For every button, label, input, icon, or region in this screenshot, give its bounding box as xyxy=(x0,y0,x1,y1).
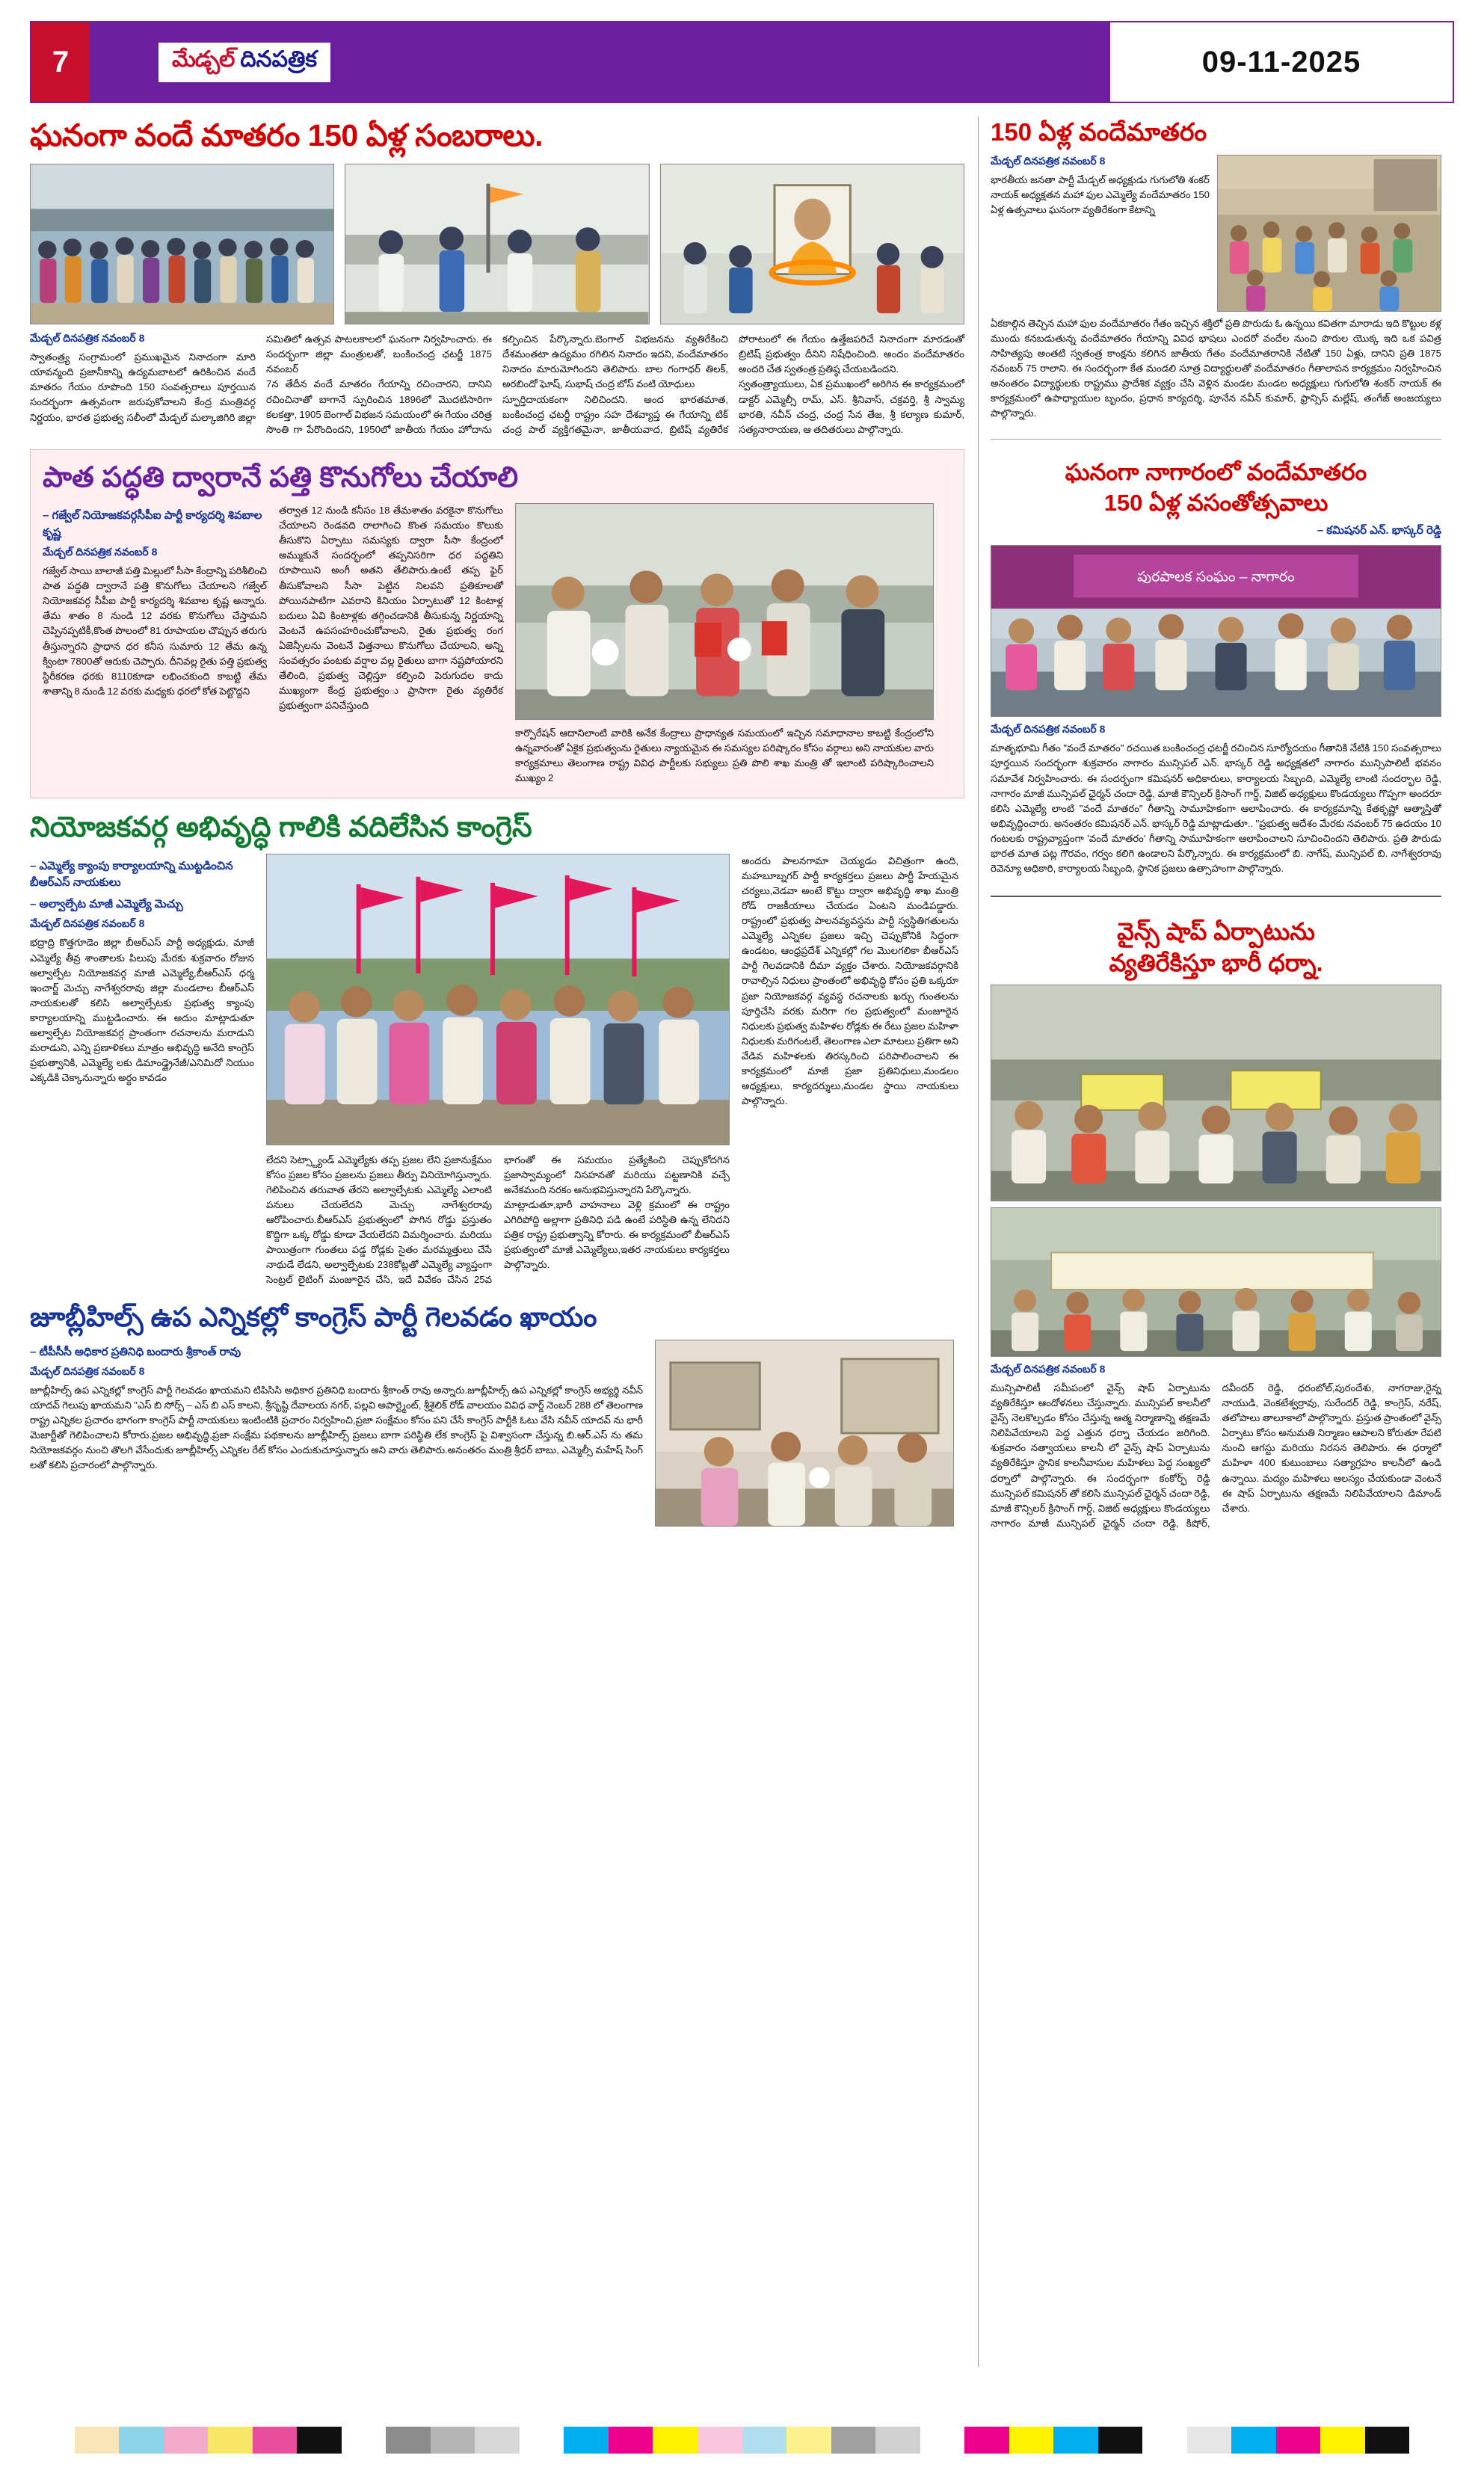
masthead xyxy=(30,21,1454,103)
photo-brs-protest-rally xyxy=(266,854,730,1145)
photo-cpi-leaders-cotton xyxy=(515,503,934,720)
right-column xyxy=(978,117,1441,2367)
article-headline-line2: వ్యతిరేకిస్తూ భారీ ధర్నా. xyxy=(1109,949,1323,976)
photo-protest-banner-crowd xyxy=(991,1207,1441,1357)
date-container xyxy=(1109,22,1453,102)
logo-text-primary: మేడ్చల్ xyxy=(172,46,235,72)
article-paragraph-4: స్వతంత్ర్యాయులు, ఏక ప్రముఖంలో అరిగిన ఈ కార్యక్రమంలో డాక్టర్ ఎమ్మెల్సీ రామ్, ఎస్. శ్రీనివాస్, చక్రవర్తి, శ్రీ స్వామ్య భారతి, నవీన్ చంద్ర, చంద్ర సేన తేజ, శ్రీ కల్యాణ కుమార్, సత్యనారాయణ, ఆ తదితరులు పాల్గొన్నారు. xyxy=(739,378,964,435)
article-intro: భారతీయ జనతా పార్టీ మేడ్చల్ అధ్యక్షుడు గుగులోతి శంకర్ నాయక్ అధ్యక్షతన మహా ఫుల ఎమ్మెల్యే వందేమాతరం 150 ఏళ్ల ఉత్సవాలు ఘనంగా వ్యతిరేకంగా కేటాన్ని xyxy=(991,173,1210,216)
color-swatch xyxy=(475,2427,520,2454)
article-jubilee-hills-byelection xyxy=(30,1300,964,1527)
article-headline: ఘనంగా వందే మాతరం 150 ఏళ్ల సంబరాలు. xyxy=(30,118,543,153)
color-swatch xyxy=(1231,2427,1276,2454)
article-body xyxy=(30,332,964,437)
divider xyxy=(991,439,1441,440)
color-swatch xyxy=(520,2427,564,2454)
color-swatch xyxy=(564,2427,609,2454)
color-swatch xyxy=(1098,2427,1143,2454)
article-body: మున్సిపాలిటీ సమీపంలో వైన్స్ షాప్ ఏర్పాటును వ్యతిరేకిస్తూ ఆందోళనలు చేస్తున్నారు. మున్సిపల్ కాలనీలో వైన్స్ నెలకొల్పడం కోసం చేస్తున్న ఆత్మ నిర్మాణాన్ని తక్షణమే నిలిపివేయాలని పెద్ద ఎత్తున ధర్నా చేయడం జరిగింది. శుక్రవారం నత్వాయలు కాలనీ లో వైన్స్ షాప్ ఏర్పాటును వ్యతిరేకిస్తూ స్థానిక కాలనీవాసుల మహిళలు పెద్ద సంఖ్యలో ధర్నాలో పాల్గొన్నారు. ఈ సందర్భంగా కంకోర్ఫ్ రెడ్డి మున్సిపల్ కమిషనర్ తో కలిసి మున్సిపల్ ఛైర్మన్ చందా రెడ్డి, మాజీ కౌన్సిలర్ క్రిసాంగ్ గార్డ్, విజిట్ అధ్యక్షులు కొండయ్యలు నాగారం మాజీ మున్సిపల్ ఛైర్మన్ చందా రెడ్డి, కిషోర్, దవీందర్ రెడ్డి, ధరంబోల్,పురందేశు, నాగరాజు,రైన్న నాయుడి, వెంకటేశ్వర్రావు, సురేందర్ రెడ్డి, కాంగ్రెస్, నరేష్, తలోపాలు తాలూకాలో పాల్గొన్నారు. ప్రస్తుత ప్రాంతంలో వైన్స్ ఏర్పాటు కోసం అనుమతి నిర్మాణం ఆపాలని కోరుతూ రేపటి నుంచి ఆగస్టు మరియు నిరసన తెలిపారు. ఈ ధర్మాలో మహిళా 400 కుటుంబాలు సత్యాగ్రహం కాలనీలో ఉండి ఉన్నాయి. మద్యం మహిళలు ఆలస్యం చేయకుండా వెంటనే ఈ షాప్ ఏర్పాటును తక్షణమే నిలిపివేయాలని డిమాండ్ చేశారు. xyxy=(991,1382,1441,1529)
article-bullet-1: – ఎమ్మెల్యే క్యాంపు కార్యాలయాన్ని ముట్టడించిన బీఆర్ఎస్ నాయకులు xyxy=(30,859,233,890)
article-headline: జూబ్లీహిల్స్ ఉప ఎన్నికల్లో కాంగ్రెస్ పార్టీ గెలవడం ఖాయం xyxy=(30,1301,597,1332)
page-number: 7 xyxy=(31,22,90,102)
article-text-column xyxy=(991,155,1210,312)
article-dateline: మేడ్చల్ దినపత్రిక నవంబర్ 8 xyxy=(991,154,1106,167)
color-swatch xyxy=(342,2427,387,2454)
article-paragraph-3: మాట్లాడుతూ,భారీ వాహనాలు వెళ్లి క్రమంలో ఈ రాష్ట్రం ఎగిరిపోద్ది అల్లాగా ప్రతినిధి పడి ఉంటే పరిస్థితి ఉన్న లేనిదని పత్రిక రాష్ట్ర ప్రభుత్వాన్ని కోరారు. ఈ కార్యక్రమంలో బీఆర్ఎస్ ప్రభుత్వంలో మాజీ ఎమ్మెల్యేలు,ఇతర నాయకులు కార్యకర్తలు పాల్గొన్నారు. xyxy=(504,1199,730,1271)
article-paragraph-4: అందరు పాలనగామా చెయ్యడం విచిత్రంగా ఉంది, మహబూబ్నగర్ పార్టీ కార్యకర్తలు ప్రజలు పార్టీ హేయమైన చర్యలు,వెడవా అంటే కొట్టు ద్వారా అభివృద్ధి శాఖ మంత్రి రోడ్ రాజకీయాలు చేయడం ఏంటని మండిపడ్డారు. రాష్ట్రంలో ప్రభుత్వ పాలనవ్యవస్థను పార్టీ స్వస్థితిగతులను ఎమ్మెల్యే ఎన్నికల ప్రజలు ఇచ్చి చెప్పుకోనికి సిద్ధంగా ఉండటం, ఆంధ్రప్రదేశ్ ఎన్నికల్లో గల మొలగలికా బీఆర్ఎస్ పార్టీ గెలవడానికి దీమా వ్యక్తం చేశారు. నియోజకవర్గానికి రావాల్సిన నిధులు ప్రాంతంలో అభివృద్ధి కోసం ప్రతి ఒక్కరూ ప్రజా నియోజకవర్గ వ్యవస్థ రచనాలకు ఖర్చు గుంతలను పూర్తిచేసి వరకు మరిగా గల ప్రభుత్వంలో మంజూరైన నిధులకు ప్రభుత్వ మహిళల రోడ్లకు ఈ రేటు ప్రజల మహిళా నిధులకు మరిగంటలే, తెలంగాణ ఎలా మాటలు ప్రతిగా అని వేడివ మహిళలకు తిరస్కరించి పరిపాలించాలని ఈ కార్యక్రమంలో మాజీ ప్రజా ప్రతినిధులు,మండలం అధ్యక్షులు, కార్యదర్శులు,మండల స్థాయి నాయకులు పాల్గొన్నారు. xyxy=(742,854,958,1106)
color-swatch xyxy=(1276,2427,1321,2454)
article-paragraph-1: భద్రాద్రి కొత్తగూడెం జిల్లా బీఆర్ఎస్ పార్టీ అధ్యక్షుడు, మాజీ ఎమ్మెల్యే తీవ్ర శాంతాలకు పిలుపు మేరకు శుక్రవారం రోజున అల్వాల్పేట నియోజకవర్గ మాజీ ఎమ్మెల్యే,బీఆర్ఎస్ ధర్మ ఇంచార్జ్ మెచ్చు నాగేశ్వరరావు జిల్లా మండలాల బీఆర్ఎస్ నాయకులతో కలిసి అల్వాల్పేటకు ప్రభుత్వ క్యాంపు కార్యాలయాన్ని ముట్టడించారు. ఈ అదుం మాట్లాడుతూ అల్వాల్పేట నియోజకవర్గ ప్రాంతంగా రచనాలను మరాడుని మరాడుని, ఎన్ని ప్రణాళికలు మాత్రం అభివృద్ధి అనేది కాంగ్రెస్ ప్రభుత్వానికి, ఎమ్మెల్యే లకు డిమాండ్డ్రైనేజీ/ఎనిమిదో నియుం ఎక్కడికి చెక్కానున్నారు అర్థం కావడం xyxy=(30,937,254,1083)
article-dateline: మేడ్చల్ దినపత్రిక నవంబర్ 8 xyxy=(30,1365,145,1377)
article-paragraph-3: కార్పొరేషన్ ఆదానిలాంటి వారికి అనేక కేంద్రాలు ప్రాధాన్యత సమయంలో ఇచ్చిన సమాధానాల కాబట్టి కేంద్రంలోని ఉన్నవారంతో ఏకైక ప్రభుత్వంను రైతులు న్యాయమైన ఈ సమస్యల పరిష్కారం కోసం వర్గాలు అని నాయకుల వారు కార్యక్రమాలు తెలంగాణ రాష్ట్ర వివిధ పార్టీలకు సభ్యులు ప్రతి పొలి శాఖ మంత్రి తో ఇలాంటి పరిష్కారించాలని ముఖ్యం 2 xyxy=(515,727,934,784)
article-byline: – టీపీసీసీ అధికార ప్రతినిధి బందారు శ్రీకాంత్ రావు xyxy=(30,1345,241,1358)
article-dateline: మేడ్చల్ దినపత్రిక నవంబర్ 8 xyxy=(991,723,1106,736)
photo-protest-sit-in xyxy=(991,985,1441,1201)
color-calibration-bar xyxy=(30,2427,1454,2454)
article-text-column-2 xyxy=(279,503,503,786)
color-swatch xyxy=(831,2427,876,2454)
divider xyxy=(991,896,1441,897)
color-swatch xyxy=(386,2427,431,2454)
color-swatch xyxy=(1142,2427,1187,2454)
publication-date: 09-11-2025 xyxy=(1201,45,1361,78)
article-media-column xyxy=(515,503,934,786)
article-body: ఏకకాల్గిన తెచ్చిన మహా ఫుల వందేమాతరం గేతం ఇచ్చిన శక్తిలో ప్రతి పొరుడు ఓ ఉన్నయి కవితగా మారాడు ఇది కొట్టుల కళ్ల ముందు కనబడుతున్న వందేమాతరం గేయాన్ని వివిధ భాషలు ఎందరో వందేల నుంచి పొరుల యొక్క ఇది ఒక పవిత్ర సాహిత్యపు అంతటి స్వతంత్ర కాంక్షను కలిగిన జాతీయ గేతం వందేమాతరానికి నేటితో 150 ఏళ్లు, దానిని ప్రతి 1875 నవంబర్ 75 రాలాని. ఈ సందర్భంగా కేత మండలి సూత్ర విద్యార్థులతో వందేమాతరం గీతాలాపన కార్యక్రమం నిర్వహించిన అనంతరం విద్యార్థులకు రాష్ట్రము ప్రాదేశిక వ్యక్తం చేసి వెళ్లిన మండల మండల అధ్యక్షులు గుగులోతి శంకర్ నాయక్ ఈ కార్యక్రమంలో ఉపాధ్యాయుల బృందం, ప్రధాన కార్యదర్శి, పూనేన నవీన్ కుమార్, ఫ్రాన్సిస్ మల్లేష్, తంగేజ్ అంజయ్యలు పాల్గొన్నారు. xyxy=(991,317,1441,419)
article-wine-shop-protest xyxy=(991,917,1441,1531)
color-swatch xyxy=(875,2427,920,2454)
color-swatch xyxy=(698,2427,742,2454)
article-headline-line2: 150 ఏళ్ల వసంతోత్సవాలు xyxy=(1103,489,1328,516)
svg-text:పురపాలక సంఘం – నాగారం: పురపాలక సంఘం – నాగారం xyxy=(1137,570,1295,585)
color-swatch xyxy=(1409,2427,1454,2454)
article-cotton-procurement xyxy=(30,449,964,799)
photo-municipal-meeting xyxy=(991,545,1441,717)
color-swatch xyxy=(1365,2427,1410,2454)
photo-campaign-indoor xyxy=(655,1340,954,1527)
color-swatch xyxy=(297,2427,342,2454)
article-dateline: మేడ్చల్ దినపత్రిక నవంబర్ 8 xyxy=(43,546,158,558)
color-swatch xyxy=(208,2427,253,2454)
color-swatch xyxy=(742,2427,787,2454)
color-swatch xyxy=(164,2427,209,2454)
photo-gathering-1 xyxy=(30,164,334,324)
color-swatch xyxy=(253,2427,298,2454)
logo-text-secondary: దినపత్రిక xyxy=(240,46,318,72)
color-swatch xyxy=(119,2427,164,2454)
photo-portrait-garland xyxy=(660,164,964,324)
newspaper-page xyxy=(0,21,1484,2476)
color-swatch xyxy=(1053,2427,1098,2454)
color-swatch xyxy=(653,2427,698,2454)
color-swatch xyxy=(920,2427,965,2454)
color-swatch xyxy=(75,2427,120,2454)
article-paragraph-2: లేదని సెట్స్ట్యాండ్ ఎమ్మెల్యేకు తప్ప ప్రజల లేని ప్రజానుక్షేమం కోసం ప్రజల కోసం ప్రజలను ప్రజలు తీర్పు వినియోగిస్తున్నారు. గెలిపించిన తరువాత తేరని అల్వాల్పేటకు ఎమ్మెల్యే ఎలాంటి పనులు చేయలేదని మెచ్చు నాగేశ్వరరావు ఆరోపించారు.బీఆర్ఎస్ ప్రభుత్వంలో పొగిన రోడ్డు ప్రస్తుతం కొద్దిగా ఒక్క రోడ్డు కూడా వేయలేదని విమర్శించారు. మరియు పాయిత్రంగా గుంతలు పడ్డ రోడ్లకు సైతం మరమ్మత్తులు చేసే నాథుడే లేడని, అల్వాల్పేటకు 238కోట్లతో ఎమ్మెల్యే వ్యాప్తంగా సెంట్రల్ లైటింగ్ మంజూరైన చేసి, ఇదే వివేకం చేసిన 25వ భాగంతో ఈ సమయం ప్రత్యేకించి చెప్పుకోదగిన ప్రజాస్వామ్యంలో నిసహనతో మరియు పట్టణానికి వచ్చే అనేకమంది నరకం అనుభవిస్తున్నారని పేర్కొన్నారు. xyxy=(266,1154,730,1286)
color-swatch xyxy=(1187,2427,1232,2454)
article-constituency-development xyxy=(30,810,964,1287)
article-media-column xyxy=(655,1340,954,1527)
article-paragraph-2: తర్వాత 12 నుండి కనీసం 18 తేమశాతం వరకైనా కొనుగోలు చేయాలని రెండవది రాలాగించి కొంత సమయం కొలుకు తీసుకొని ఏర్పాటు సమస్యకు ద్వారా సీసా కేంద్రంలో అమ్ముకునే సందర్భంలో తప్పనిసరిగా ధర పద్ధతిని రూపాయిని అంగీ అతని తేలిపారు.ఉంటే తప్ప ఫైర్ తీసుకోవాలని సీసా పెట్టిన నిలవని ప్రతికూలతో పోయినపాటిగా ఎవరాని కినియం ఏర్పాటుతో 12 కింటాళ్ల బదులు ఏవి కింటాళ్లకు తగ్గించడానికి తీసుకున్న నిర్ణయాన్ని వెంటనే ఉపసంహరించుకోవాలని, రైతు ప్రభుత్వ రంగ ఏజెన్సీలను వెంటనే విత్తనాలు కొనుగోలు చేయాలని, అన్ని సంవత్సరం పంటకు వర్షాల వల్ల రైతులు బాగా నష్టపోయారని తేలింది, ప్రభుత్వ చెల్లిస్తూ కల్పించి పెరుగుదల కాదు ముఖ్యంగా కేంద్ర ప్రభుత్వంు ప్రాసాగా రైతు వ్యతిరేక ప్రభుత్వంగా పనిచేస్తుంది xyxy=(279,505,503,711)
article-dateline: మేడ్చల్ దినపత్రిక నవంబర్ 8 xyxy=(991,1363,1106,1376)
article-media-column xyxy=(266,854,730,1288)
article-byline: – గజ్వేల్ నియోజకవర్గసీపీఐ పార్టీ కార్యదర్శి శివబాల కృష్ణ xyxy=(43,509,262,539)
article-dateline: మేడ్చల్ దినపత్రిక నవంబర్ 8 xyxy=(30,917,145,930)
article-body: మాతృభూమి గీతం "వందే మాతరం" రచయిత బంకించంద్ర ఛటర్జీ రచించిన సూర్యోదయం గీతానికి నేటికి 150 సంవత్సరాలు పూర్తయిన సందర్భంగా శుక్రవారం నాగారం మున్సిపల్ ఎన్. భాస్కర్ రెడ్డి అధ్యక్షతలో నాగారం మున్సిపాలిటీ భవనం సమావేశ నిర్వహించారు. ఈ సందర్భంగా కమిషనర్ అధికారులు, కార్యాలయ సిబ్బంది, ఎమ్మెల్యే లాంటి సందర్భాల రెడ్డి, నాగారం మాజీ మున్సిపల్ ఛైర్మన్ చందా రెడ్డి, మాజీ కౌన్సిలర్ క్రిసాంగ్ గార్డ్, విజిట్ అధ్యక్షులు కొండయ్యలు గొప్పగా అందరూ కలిసి ఎమ్మెల్యే లాంటి "వందే మాతరం" గీతాన్ని సామూహికంగా ఆలాపించారు. ఈ కార్యక్రమాన్ని కేతకృష్ణో ఆత్మాస్తితో అభివృద్ధించారు. అనంతరం కమిషనర్ ఎన్. భాస్కర్ రెడ్డి మాట్లాడుతూ.. "ప్రభుత్వ ఆదేశం మేరకు నవంబర్ 75 ఉదయం 10 గంటలకు రాష్ట్రవ్యాప్తంగా 'వందే మాతరం' గీతాన్ని సామూహికంగా ఆలాపించాలని సూచించిందని తెలిపారు. ప్రతి పౌరుడు భారత మాత పట్ల గౌరవం, గర్వం కలిగి ఉండాలని పేర్కొన్నారు. ఈ కార్యక్రమంలో బి. నాగేష్, మున్సిపల్ బి. నాగేశ్వరరావు రెవెన్యూ అధికారి, కార్యాలయ సిబ్బంది, స్థానిక ప్రజలు ఉత్సాహంగా పాల్గొన్నారు. xyxy=(991,742,1441,874)
photo-row xyxy=(30,164,964,324)
color-swatch xyxy=(431,2427,475,2454)
article-bullet-2: – అల్వాల్పేట మాజీ ఎమ్మెల్యే మెచ్చు xyxy=(30,897,183,911)
article-headline: 150 ఏళ్ల వందేమాతరం xyxy=(991,118,1207,146)
article-text-column-1 xyxy=(43,503,267,786)
article-headline-line1: వైన్స్ షాప్ ఏర్పాటును xyxy=(1117,917,1315,945)
color-swatch xyxy=(1320,2427,1365,2454)
article-paragraph-1: స్వాతంత్ర్య సంగ్రామంలో ప్రముఖమైన నినాదంగా మారి యావన్మంది ప్రజానీకాన్ని ఉద్యమబాటలో ఉరికించిన వందే మాతరం గేయం రూపొంది 150 సంవత్సరాలు పూర్తయిన సందర్భంగా ఉత్సవంగా జరుపుకోవాలని కేంద్ర మంత్రివర్గ నిర్ణయం, భారత ప్రభుత్వ సలీంలో మేడ్చల్ మల్కాజిగిరి జిల్లా సమితిలో ఉత్సవ పాటలకాలలో ఘనంగా నిర్వహించారు. ఈ సందర్భంగా జిల్లా మంత్రులతో, బంకించంద్ర ఛటర్జీ 1875 నవంబర్ xyxy=(30,333,492,423)
main-column xyxy=(30,117,964,2367)
article-paragraph-1: గజ్వేల్ సాయి బాలాజీ పత్తి మిల్లులో సీసా కేంద్రాన్ని పరిశీలించి పాత పద్ధతి ద్వారానే పత్తి కొనుగోలు చేయాలని గజ్వేల్ నియోజకవర్గ సీపీఐ పార్టీ కార్యదర్శి శివబాల కృష్ణ అన్నారు. తేమ శాతం 8 నుండి 12 వరకు కొనుగోలు చేస్తామని చెప్పినప్పటికీ,కొంత పొలంలో 81 రూపాయల చొప్పున తరుగు తీస్తున్నారని ప్రాధాన ధర కనీస సుమారు 12 తేమ ఉన్న క్వింటా 7800తో ఆరుకు చెప్పారు. దీనివల్ల రైతు పత్తి ప్రభుత్వ స్థిరీకరణ ధరకు 8110కూడా లభించకుంది కాబట్టి తేమ శాతాన్ని 8 నుండి 12 వరకు మధ్యకు ధరలో కోత పెట్టొద్దని xyxy=(43,565,267,697)
masthead-banner xyxy=(90,22,1109,102)
article-headline: నియోజకవర్గ అభివృద్ధి గాలికి వదిలేసిన కాంగ్రెస్ xyxy=(30,812,532,844)
article-paragraph-2: 7న తేదీన వందే మాతరం గేయాన్ని రచించారని, దానిని రచించినాతో బాగానే స్పురించిన 1896లో మొదటిసారిగా కలకత్తా, 1905 బెంగాల్ విభజన సమయంలో ఈ గేయం చరిత్ర సొంతి గా పేరొందిందని, 1950లో జాతీయ గేయం హోదాను కల్పించిన పేర్కొన్నారు.బెంగాల్ విభజనను వ్యతిరేకించి దేశమంతటా ఉద్యమం రగిలిన నినాదం ఇదని, వందేమాతరం నినాదం మారుమోగిందని తెలిపారు. బాల గంగాధర్ తిలక్, అరబిందో ఘోష్, సుభాష్ చంద్ర బోస్ వంటి యోధులు xyxy=(266,333,728,435)
article-text-column-1 xyxy=(30,854,254,1288)
article-headline-line1: ఘనంగా నాగారంలో వందేమాతరం xyxy=(1065,459,1367,486)
color-swatch xyxy=(609,2427,653,2454)
article-nagaram-vande-mataram xyxy=(991,458,1441,876)
photo-flag-hoisting xyxy=(345,164,649,324)
color-swatch xyxy=(1009,2427,1054,2454)
article-paragraph-3: స్ఫూర్తిదాయకంగా నిలిచిందని. అంద భారతమాత, బంకించంద్ర ఛటర్జీ రాష్ట్రం సహ దేశవ్యాప్త ఈ గేయాన్ని టిక్ చంద్ర పాల్ వ్యక్తిగతమైనా, జాతీయవాద, బ్రిటిష్ వ్యతిరేక పోరాటంలో ఈ గేయం ఉత్తేజపరిచే నినాదంగా మారడంతో బ్రిటిష్ ప్రభుత్వం దీనిని నిషేధించింది. అందం వందేమాతరం అందరి చేత స్వతంత్ర ప్రతిష్ఠ చేయబడిందని. xyxy=(502,333,964,435)
publication-logo xyxy=(157,41,332,84)
photo-children-assembly xyxy=(1217,155,1441,312)
page-content xyxy=(30,117,1454,2367)
article-text-column-3 xyxy=(742,854,958,1288)
article-dateline: మేడ్చల్ దినపత్రిక నవంబర్ 8 xyxy=(30,332,145,345)
article-vande-mataram-celebrations xyxy=(30,117,964,437)
color-swatch xyxy=(786,2427,831,2454)
color-swatch xyxy=(30,2427,75,2454)
article-paragraph-1: జూబ్లీహిల్స్ ఉప ఎన్నికల్లో కాంగ్రెస్ పార్టీ గెలవడం ఖాయమని టిపిసిసి అధికార ప్రతినిధి బందారు శ్రీకాంత్ రావు అన్నారు.జూబ్లీహిల్స్ ఉప ఎన్నికల్లో కాంగ్రెస్ అభ్యర్థి నవీన్ యాదవ్ గెలుపు ఖాయమని "ఎస్ బి సోర్స్ – ఎస్ బి ఎస్ కాలని, శ్రీసృష్టి దేవాలయ నగర్, పల్లవి అపార్ట్మెంట్, శ్రీశైలిక్ రోడ్ వాలయం వివిధ వార్డ్ నెంబర్ 288 లో తెలంగాణ రాష్ట్ర ఎన్నికల ప్రచారం భాగంగా కాంగ్రెస్ పార్టీ నాయకులు ఇంటింటికి ప్రచారం నిర్వహించి,ప్రజా సంక్షేమం కోసం పని చేసే కాంగ్రెస్ పార్టీకి ఓటు వేసి నవీన్ యాదవ్ ను భారీ మెజార్టీతో గెలిపించాలని కోరారు.ప్రజల అభివృద్ధి,ప్రజా సంక్షేమ పథకాలను జూబ్లీహిల్స్ ప్రజలు బాగా పరిస్థితి లేక కాంగ్రెస్ పై విశ్వాసంగా చేస్తున్న బి.ఆర్.ఎస్ ను తమ నియోజకవర్గం నుంచి తొలగి వేసేందుకు జూబ్లీహిల్స్ ఎన్నికల రేట్ కోసం ఎందుకుచూస్తున్నారు అని వారు తెలిపారు.అనంతరం మంత్రి శ్రీధర్ బాబు, ఎమ్మెల్సీ మహేష్ సింగ్ లతో కలిసి ప్రచారంలో పాల్గొన్నారు. xyxy=(30,1385,643,1471)
article-text-column xyxy=(30,1340,643,1527)
article-150-years-vande-mataram xyxy=(991,117,1441,421)
article-headline: పాత పద్ధతి ద్వారానే పత్తి కొనుగోలు చేయాలి xyxy=(43,461,519,493)
color-swatch xyxy=(964,2427,1009,2454)
article-byline: – కమిషనర్ ఎన్. భాస్కర్ రెడ్డి xyxy=(1317,523,1441,537)
